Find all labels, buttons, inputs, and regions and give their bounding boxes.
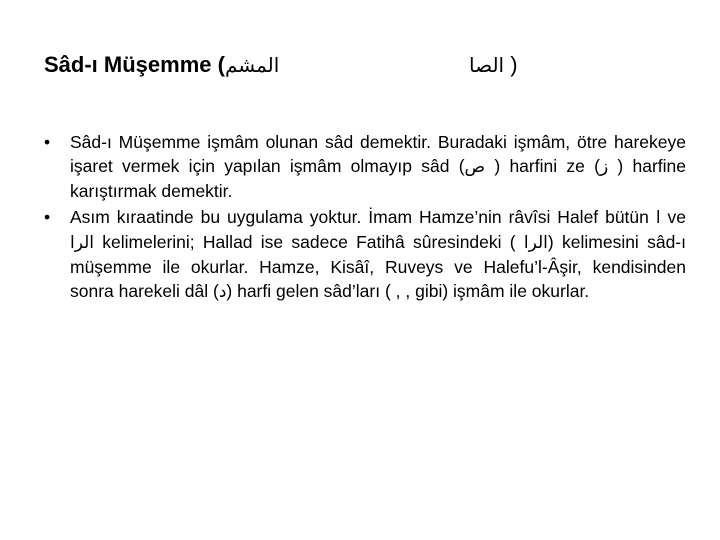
arabic-word: الرا bbox=[70, 233, 95, 252]
bullet-text: ) harfine karıştırmak demektir. bbox=[70, 156, 687, 201]
bullet-marker: • bbox=[44, 207, 51, 227]
title-latin: Sâd-ı Müşemme ( bbox=[44, 52, 225, 77]
title-close-paren: ) bbox=[510, 52, 518, 77]
bullet-text: ) harfi gelen sâd’ları ( , , gibi) işmâm ile okurlar. bbox=[226, 281, 590, 301]
title-arabic-2: الصا bbox=[469, 55, 505, 77]
arabic-word: الرا bbox=[523, 233, 548, 252]
bullet-item bbox=[44, 130, 687, 203]
bullet-text: kelimelerini; Hallad ise sadece Fatihâ sûresindeki ( bbox=[94, 232, 524, 252]
bullet-text: Asım kıraatinde bu uygulama yoktur. İmam Hamze’nin râvîsi Halef bütün bbox=[70, 207, 656, 227]
bullet-marker: • bbox=[44, 132, 51, 152]
arabic-letter-ze: ز bbox=[599, 157, 609, 176]
arabic-word: ا bbox=[655, 208, 661, 227]
bullet-text: ) kelimesini sâd-ı müşemme ile okurlar. Hamze, Kisâî, Ruveys ve Halefu’l-Âşir, kendisinden sonra harekeli dâl ( bbox=[70, 232, 686, 301]
title-right bbox=[469, 52, 518, 78]
slide-title bbox=[44, 52, 684, 92]
bullet-text: Sâd-ı Müşemme işmâm olunan sâd demektir. Buradaki işmâm, ötre harekeye işaret vermek için yapılan işmâm olmayıp sâd ( bbox=[70, 132, 686, 176]
arabic-letter-dal: د bbox=[218, 282, 227, 301]
bullet-item bbox=[44, 205, 686, 304]
arabic-letter-sad: ص bbox=[464, 157, 486, 176]
title-left bbox=[44, 52, 279, 78]
bullet-list bbox=[44, 130, 687, 306]
bullet-text: ve bbox=[660, 207, 686, 227]
title-arabic-1: المشم bbox=[224, 55, 280, 77]
bullet-text: ) harfini ze ( bbox=[485, 156, 600, 176]
